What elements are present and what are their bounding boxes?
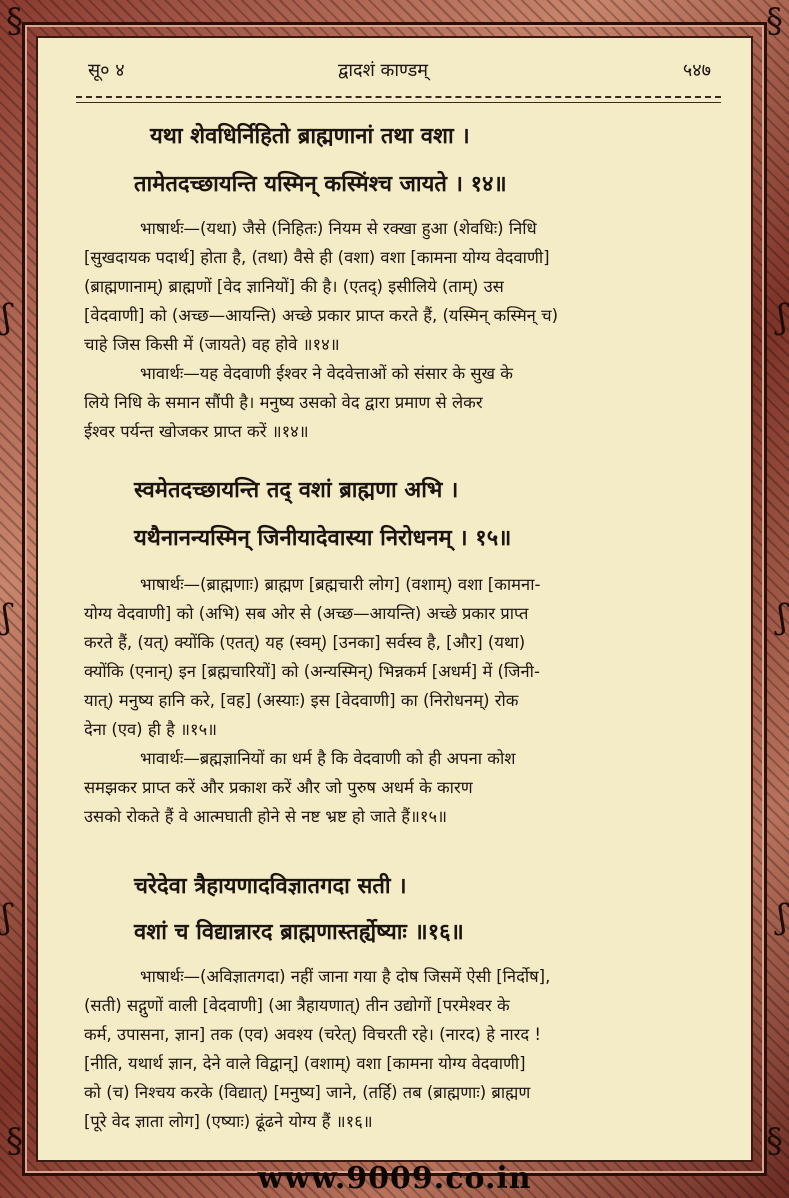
swirl-ornament-icon: § <box>6 1121 23 1161</box>
verse-16-line-2: वशां च विद्यान्नारद ब्राह्मणास्तर्ह्येष्याः ॥१६॥ <box>134 920 464 945</box>
website-watermark: www.9009.co.in <box>257 1161 532 1196</box>
paragraph-14-translation <box>84 214 714 359</box>
swirl-ornament-icon: § <box>766 1 783 41</box>
text-line: को (च) निश्चय करके (विद्यात्) [मनुष्य] जाने, (तर्हि) तब (ब्राह्मणाः) ब्राह्मण <box>84 1083 531 1102</box>
swirl-ornament-icon: ʃ <box>2 297 12 337</box>
swirl-ornament-icon: ʃ <box>2 597 12 637</box>
paragraph-15-meaning <box>84 744 714 831</box>
text-line: भाषार्थः—(ब्राह्मणाः) ब्राह्मण [ब्रह्मचारी लोग] (वशाम्) वशा [कामना- <box>140 575 541 594</box>
verse-14-line-2: तामेतदच्छायन्ति यस्मिन् कस्मिंश्च जायते । १४॥ <box>134 172 507 197</box>
text-line: [वेदवाणी] को (अच्छ—आयन्ति) अच्छे प्रकार प्राप्त करते हैं, (यस्मिन् कस्मिन् च) <box>84 306 559 325</box>
text-line: क्योंकि (एनान्) इन [ब्रह्मचारियों] को (अन्यस्मिन्) भिन्नकर्म [अधर्म] में (जिनी- <box>84 662 540 681</box>
paragraph-16-translation <box>84 962 714 1136</box>
swirl-ornament-icon: ʃ <box>777 897 787 937</box>
chapter-title: द्वादशं काण्डम् <box>338 60 428 81</box>
text-line: समझकर प्राप्त करें और प्रकाश करें और जो पुरुष अधर्म के कारण <box>84 778 473 797</box>
text-line: ईश्वर पर्यन्त खोजकर प्राप्त करें ॥१४॥ <box>84 422 309 441</box>
verse-14-line-1: यथा शेवधिर्निहितो ब्राह्मणानां तथा वशा । <box>150 124 470 149</box>
paragraph-14-meaning <box>84 359 714 446</box>
swirl-ornament-icon: § <box>766 1121 783 1161</box>
page-number: ५४७ <box>682 60 711 81</box>
text-line: करते हैं, (यत्) क्योंकि (एतत्) यह (स्वम्) [उनका] सर्वस्व है, [और] (यथा) <box>84 633 526 652</box>
verse-16-line-1: चरेदेवा त्रैहायणादविज्ञातगदा सती । <box>134 874 407 899</box>
text-line: भाषार्थः—(अविज्ञातगदा) नहीं जाना गया है दोष जिसमें ऐसी [निर्दोष], <box>140 967 551 986</box>
header-divider <box>76 96 721 103</box>
swirl-ornament-icon: ʃ <box>777 597 787 637</box>
text-line: यात्) मनुष्य हानि करे, [वह] (अस्याः) इस [वेदवाणी] का (निरोधनम्) रोक <box>84 691 519 710</box>
text-line: भाषार्थः—(यथा) जैसे (निहितः) नियम से रक्खा हुआ (शेवधिः) निधि <box>140 219 537 238</box>
text-line: भावार्थः—ब्रह्मज्ञानियों का धर्म है कि वेदवाणी को ही अपना कोश <box>140 749 516 768</box>
verse-15-line-1: स्वमेतदच्छायन्ति तद् वशां ब्राह्मणा अभि । <box>134 478 459 503</box>
page-header <box>78 58 711 88</box>
swirl-ornament-icon: ʃ <box>2 897 12 937</box>
paragraph-15-translation <box>84 570 714 744</box>
text-line: उसको रोकते हैं वे आत्मघाती होने से नष्ट भ्रष्ट हो जाते हैं॥१५॥ <box>84 807 447 826</box>
sutra-number: सू० ४ <box>88 60 125 81</box>
book-page <box>36 36 753 1162</box>
text-line: (सती) सद्गुणों वाली [वेदवाणी] (आ त्रैहायणात्) तीन उद्योगों [परमेश्वर के <box>84 996 510 1015</box>
text-line: (ब्राह्मणानाम्) ब्राह्मणों [वेद ज्ञानियों] की है। (एतद्) इसीलिये (ताम्) उस <box>84 277 504 296</box>
text-line: चाहे जिस किसी में (जायते) वह होवे ॥१४॥ <box>84 335 340 354</box>
text-line: [नीति, यथार्थ ज्ञान, देने वाले विद्वान्] (वशाम्) वशा [कामना योग्य वेदवाणी] <box>84 1054 526 1073</box>
text-line: लिये निधि के समान सौंपी है। मनुष्य उसको वेद द्वारा प्रमाण से लेकर <box>84 393 483 412</box>
swirl-ornament-icon: ʃ <box>777 297 787 337</box>
text-line: भावार्थः—यह वेदवाणी ईश्वर ने वेदवेत्ताओं को संसार के सुख के <box>140 364 513 383</box>
verse-15-line-2: यथैनानन्यस्मिन् जिनीयादेवास्या निरोधनम् । १५॥ <box>134 526 512 551</box>
text-line: योग्य वेदवाणी] को (अभि) सब ओर से (अच्छ—आयन्ति) अच्छे प्रकार प्राप्त <box>84 604 529 623</box>
text-line: [सुखदायक पदार्थ] होता है, (तथा) वैसे ही (वशा) वशा [कामना योग्य वेदवाणी] <box>84 248 550 267</box>
text-line: कर्म, उपासना, ज्ञान] तक (एव) अवश्य (चरेत्) विचरती रहे। (नारद) हे नारद ! <box>84 1025 542 1044</box>
text-line: देना (एव) ही है ॥१५॥ <box>84 720 218 739</box>
swirl-ornament-icon: § <box>6 1 23 41</box>
text-line: [पूरे वेद ज्ञाता लोग] (एष्याः) ढूंढने योग्य हैं ॥१६॥ <box>84 1112 373 1131</box>
